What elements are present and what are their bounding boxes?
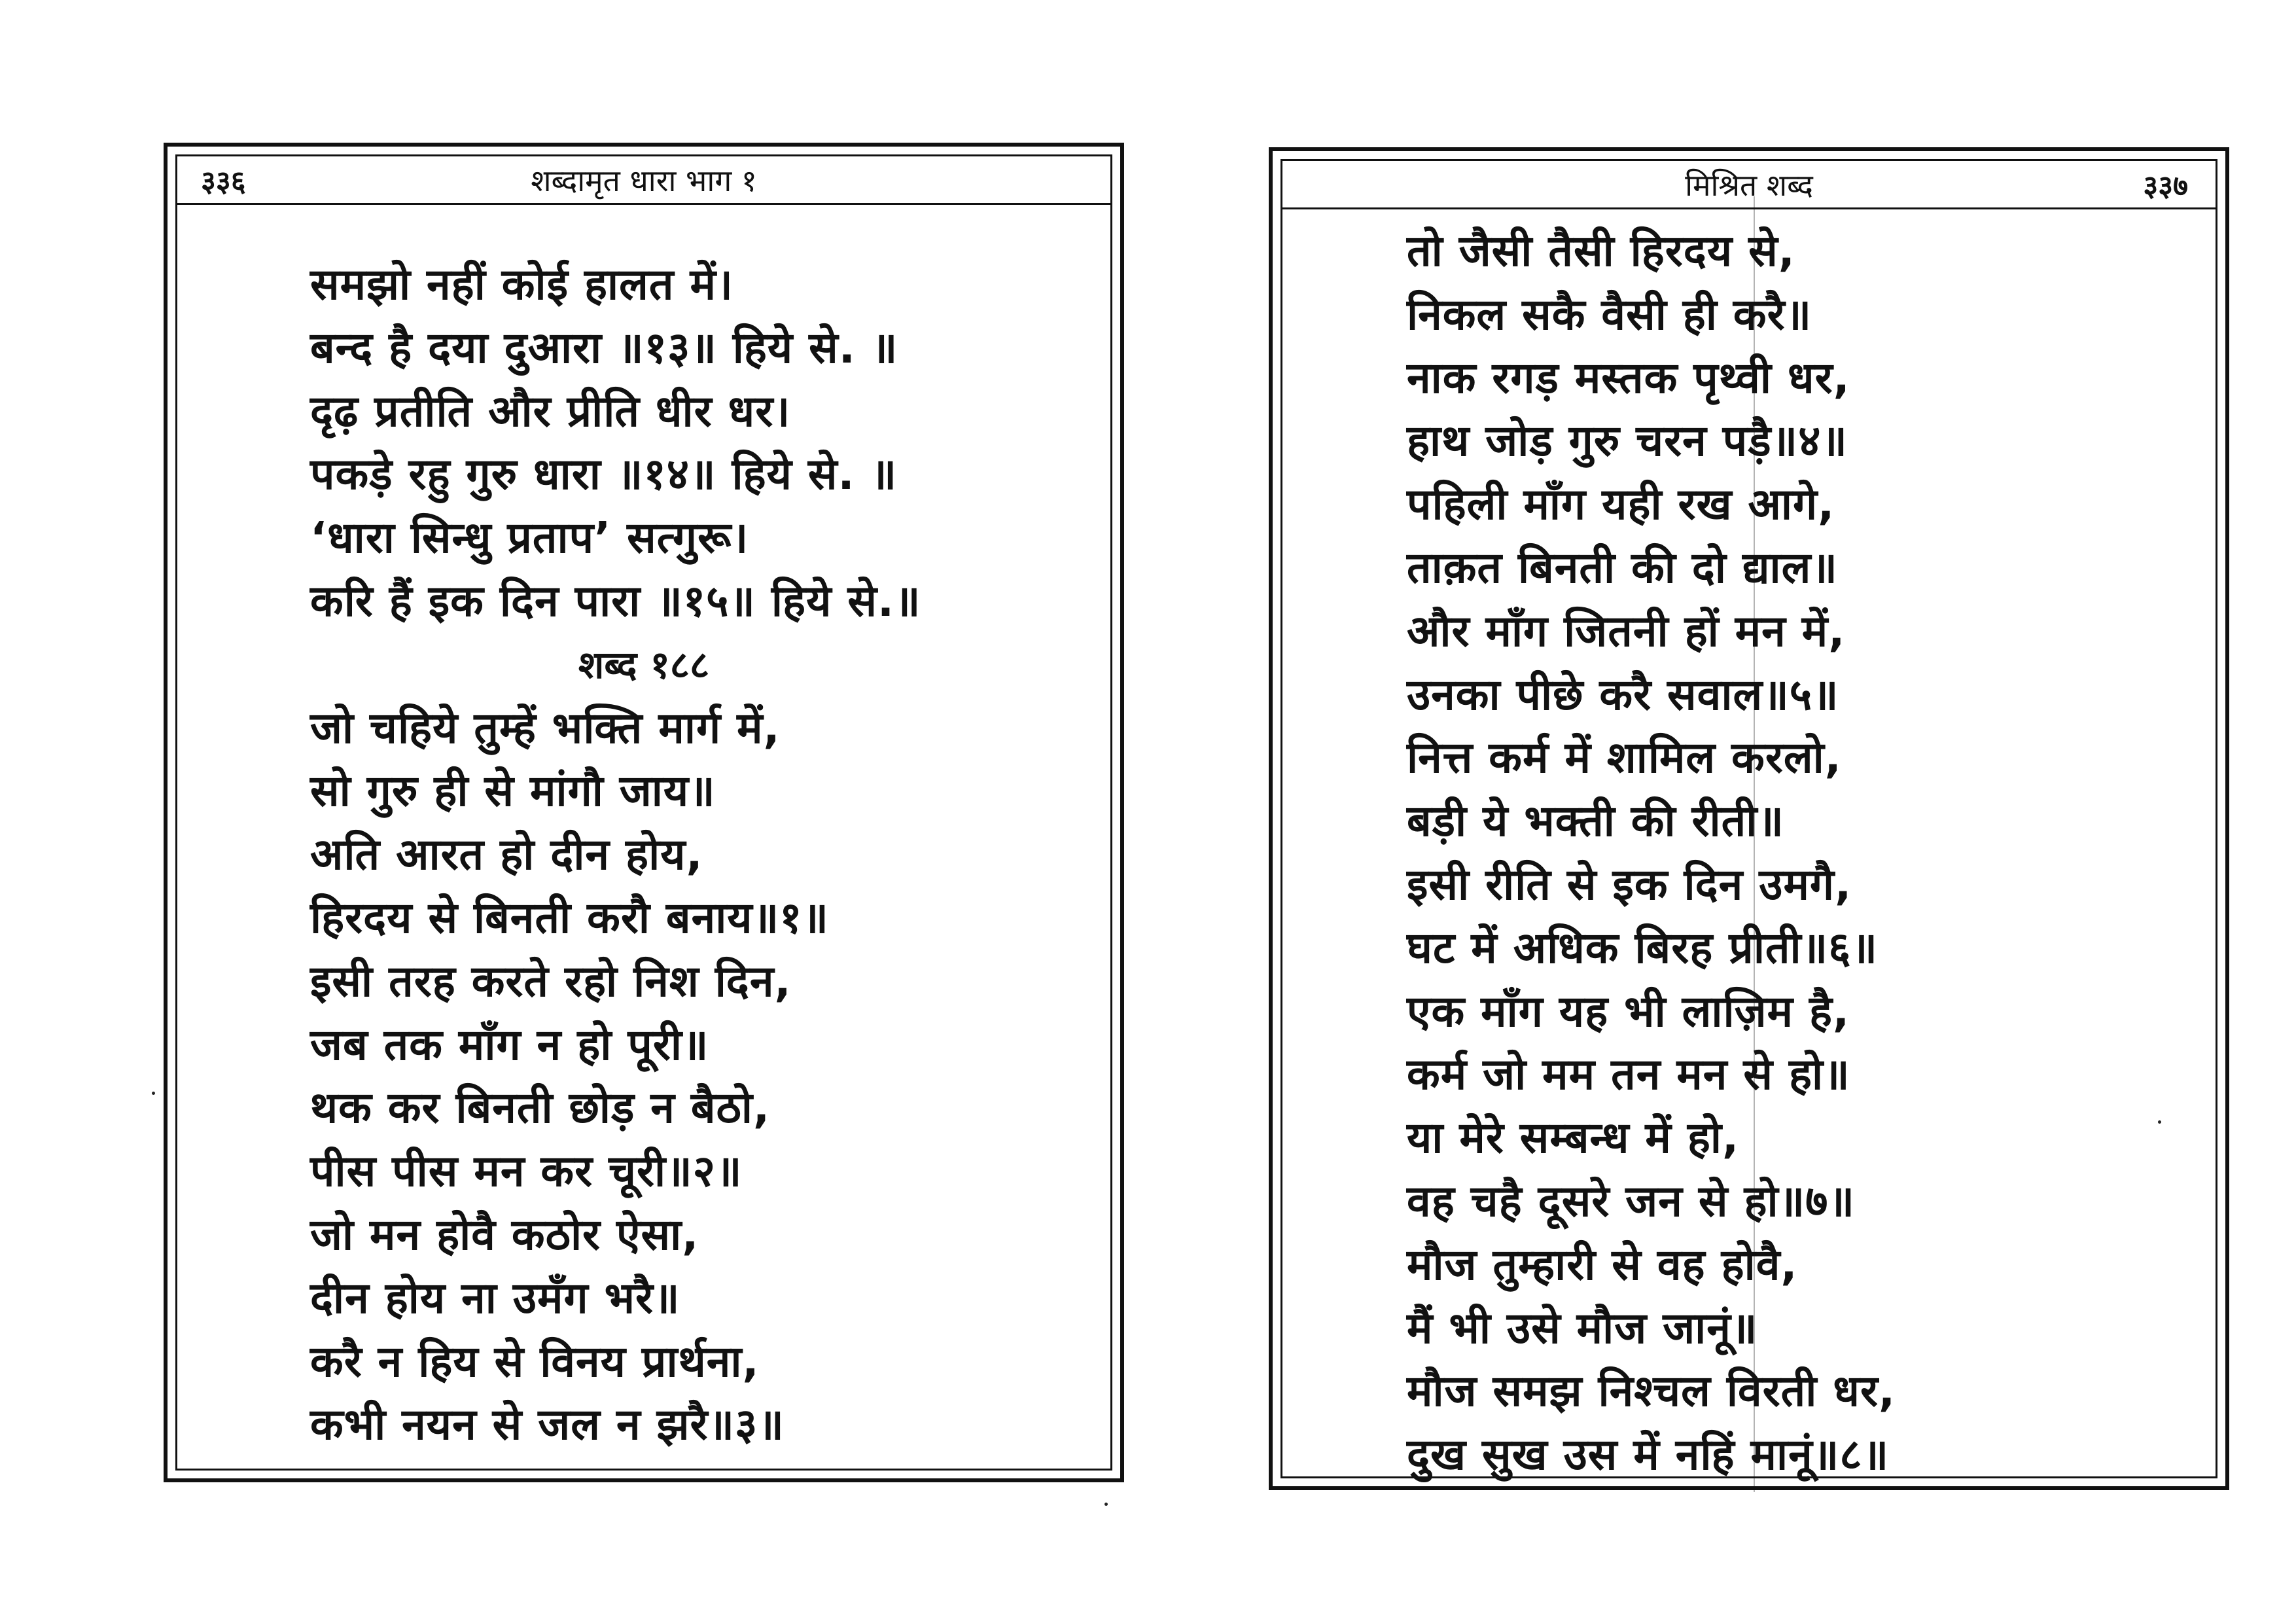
verse-line: मैं भी उसे मौज जानूं॥ — [1407, 1302, 1758, 1353]
verse-line: हाथ जोड़ गुरु चरन पड़ै॥४॥ — [1407, 416, 1848, 467]
verse-line: नाक रगड़ मस्तक पृथ्वी धर, — [1407, 352, 1850, 403]
verse-line: दीन होय ना उमँग भरै॥ — [310, 1272, 680, 1323]
verse-line: बन्द है दया दुआरा ॥१३॥ हिये से. ॥ — [310, 322, 898, 373]
verse-line: समझो नहीं कोई हालत में। — [310, 259, 733, 310]
verse-line: कर्म जो मम तन मन से हो॥ — [1407, 1049, 1850, 1100]
verse-line: थक कर बिनती छोड़ न बैठो, — [310, 1082, 771, 1133]
verse-line: और माँग जितनी हों मन में, — [1407, 605, 1846, 656]
verse-line: तो जैसी तैसी हिरदय से, — [1407, 226, 1795, 276]
verse-line: वह चहै दूसरे जन से हो॥७॥ — [1407, 1175, 1855, 1226]
right-page — [1269, 147, 2229, 1490]
verse-line: पकड़े रहु गुरु धारा ॥१४॥ हिये से. ॥ — [310, 449, 898, 500]
verse-line: मौज तुम्हारी से वह होवै, — [1407, 1239, 1798, 1290]
verse-line: हिरदय से बिनती करौ बनाय॥१॥ — [310, 892, 829, 943]
verse-line: इसी रीति से इक दिन उमगै, — [1407, 859, 1852, 910]
right-page-header — [1282, 161, 2216, 209]
verse-block — [1282, 220, 2216, 1487]
scan-speck — [152, 1092, 155, 1095]
left-page-header — [177, 156, 1110, 205]
verse-line: करि हैं इक दिन पारा ॥१५॥ हिये से.॥ — [310, 575, 921, 626]
left-page — [164, 143, 1124, 1482]
right-page-inner-border — [1280, 159, 2217, 1478]
verse-line: पीस पीस मन कर चूरी॥२॥ — [310, 1146, 743, 1197]
page-number: ३३७ — [2143, 169, 2188, 203]
running-title: मिश्रित शब्द — [1685, 168, 1813, 203]
verse-line: सो गुरु ही से मांगौ जाय॥ — [310, 766, 716, 817]
verse-line: उनका पीछे करै सवाल॥५॥ — [1407, 669, 1839, 720]
section-heading: शब्द १८८ — [578, 642, 710, 687]
verse-line: या मेरे सम्बन्ध में हो, — [1407, 1113, 1740, 1164]
verse-line: कभी नयन से जल न झरै॥३॥ — [310, 1399, 785, 1450]
page-number: ३३६ — [201, 165, 246, 198]
left-page-inner-border — [175, 154, 1112, 1471]
verse-line: नित्त कर्म में शामिल करलो, — [1407, 732, 1842, 783]
verse-line: पहिली माँग यही रख आगे, — [1407, 479, 1835, 530]
verse-line: ताक़त बिनती की दो द्याल॥ — [1407, 542, 1838, 593]
verse-line: करै न हिय से विनय प्रार्थना, — [310, 1336, 760, 1387]
verse-line: जब तक माँग न हो पूरी॥ — [310, 1019, 709, 1070]
running-title: शब्दामृत धारा भाग १ — [531, 163, 757, 198]
verse-line: निकल सकै वैसी ही करै॥ — [1407, 289, 1812, 340]
verse-line: अति आरत हो दीन होय, — [310, 829, 703, 880]
verse-line: दृढ़ प्रतीति और प्रीति धीर धर। — [310, 385, 791, 437]
verse-line: जो चहिये तुम्हें भक्ति मार्ग में, — [310, 702, 781, 753]
verse-line: इसी तरह करते रहो निश दिन, — [310, 955, 792, 1007]
scan-speck — [1104, 1503, 1108, 1506]
verse-line: बड़ी ये भक्ती की रीती॥ — [1407, 796, 1784, 847]
verse-line: ‘धारा सिन्धु प्रताप’ सत्गुरू। — [310, 512, 749, 563]
verse-block — [177, 253, 1110, 1457]
verse-line: घट में अधिक बिरह प्रीती॥६॥ — [1407, 922, 1879, 973]
verse-line: एक माँग यह भी लाज़िम है, — [1407, 986, 1850, 1037]
verse-line: जो मन होवै कठोर ऐसा, — [310, 1209, 699, 1260]
verse-line: मौज समझ निश्चल विरती धर, — [1407, 1366, 1896, 1417]
verse-line: दुख सुख उस में नहिं मानूं॥८॥ — [1407, 1429, 1890, 1480]
